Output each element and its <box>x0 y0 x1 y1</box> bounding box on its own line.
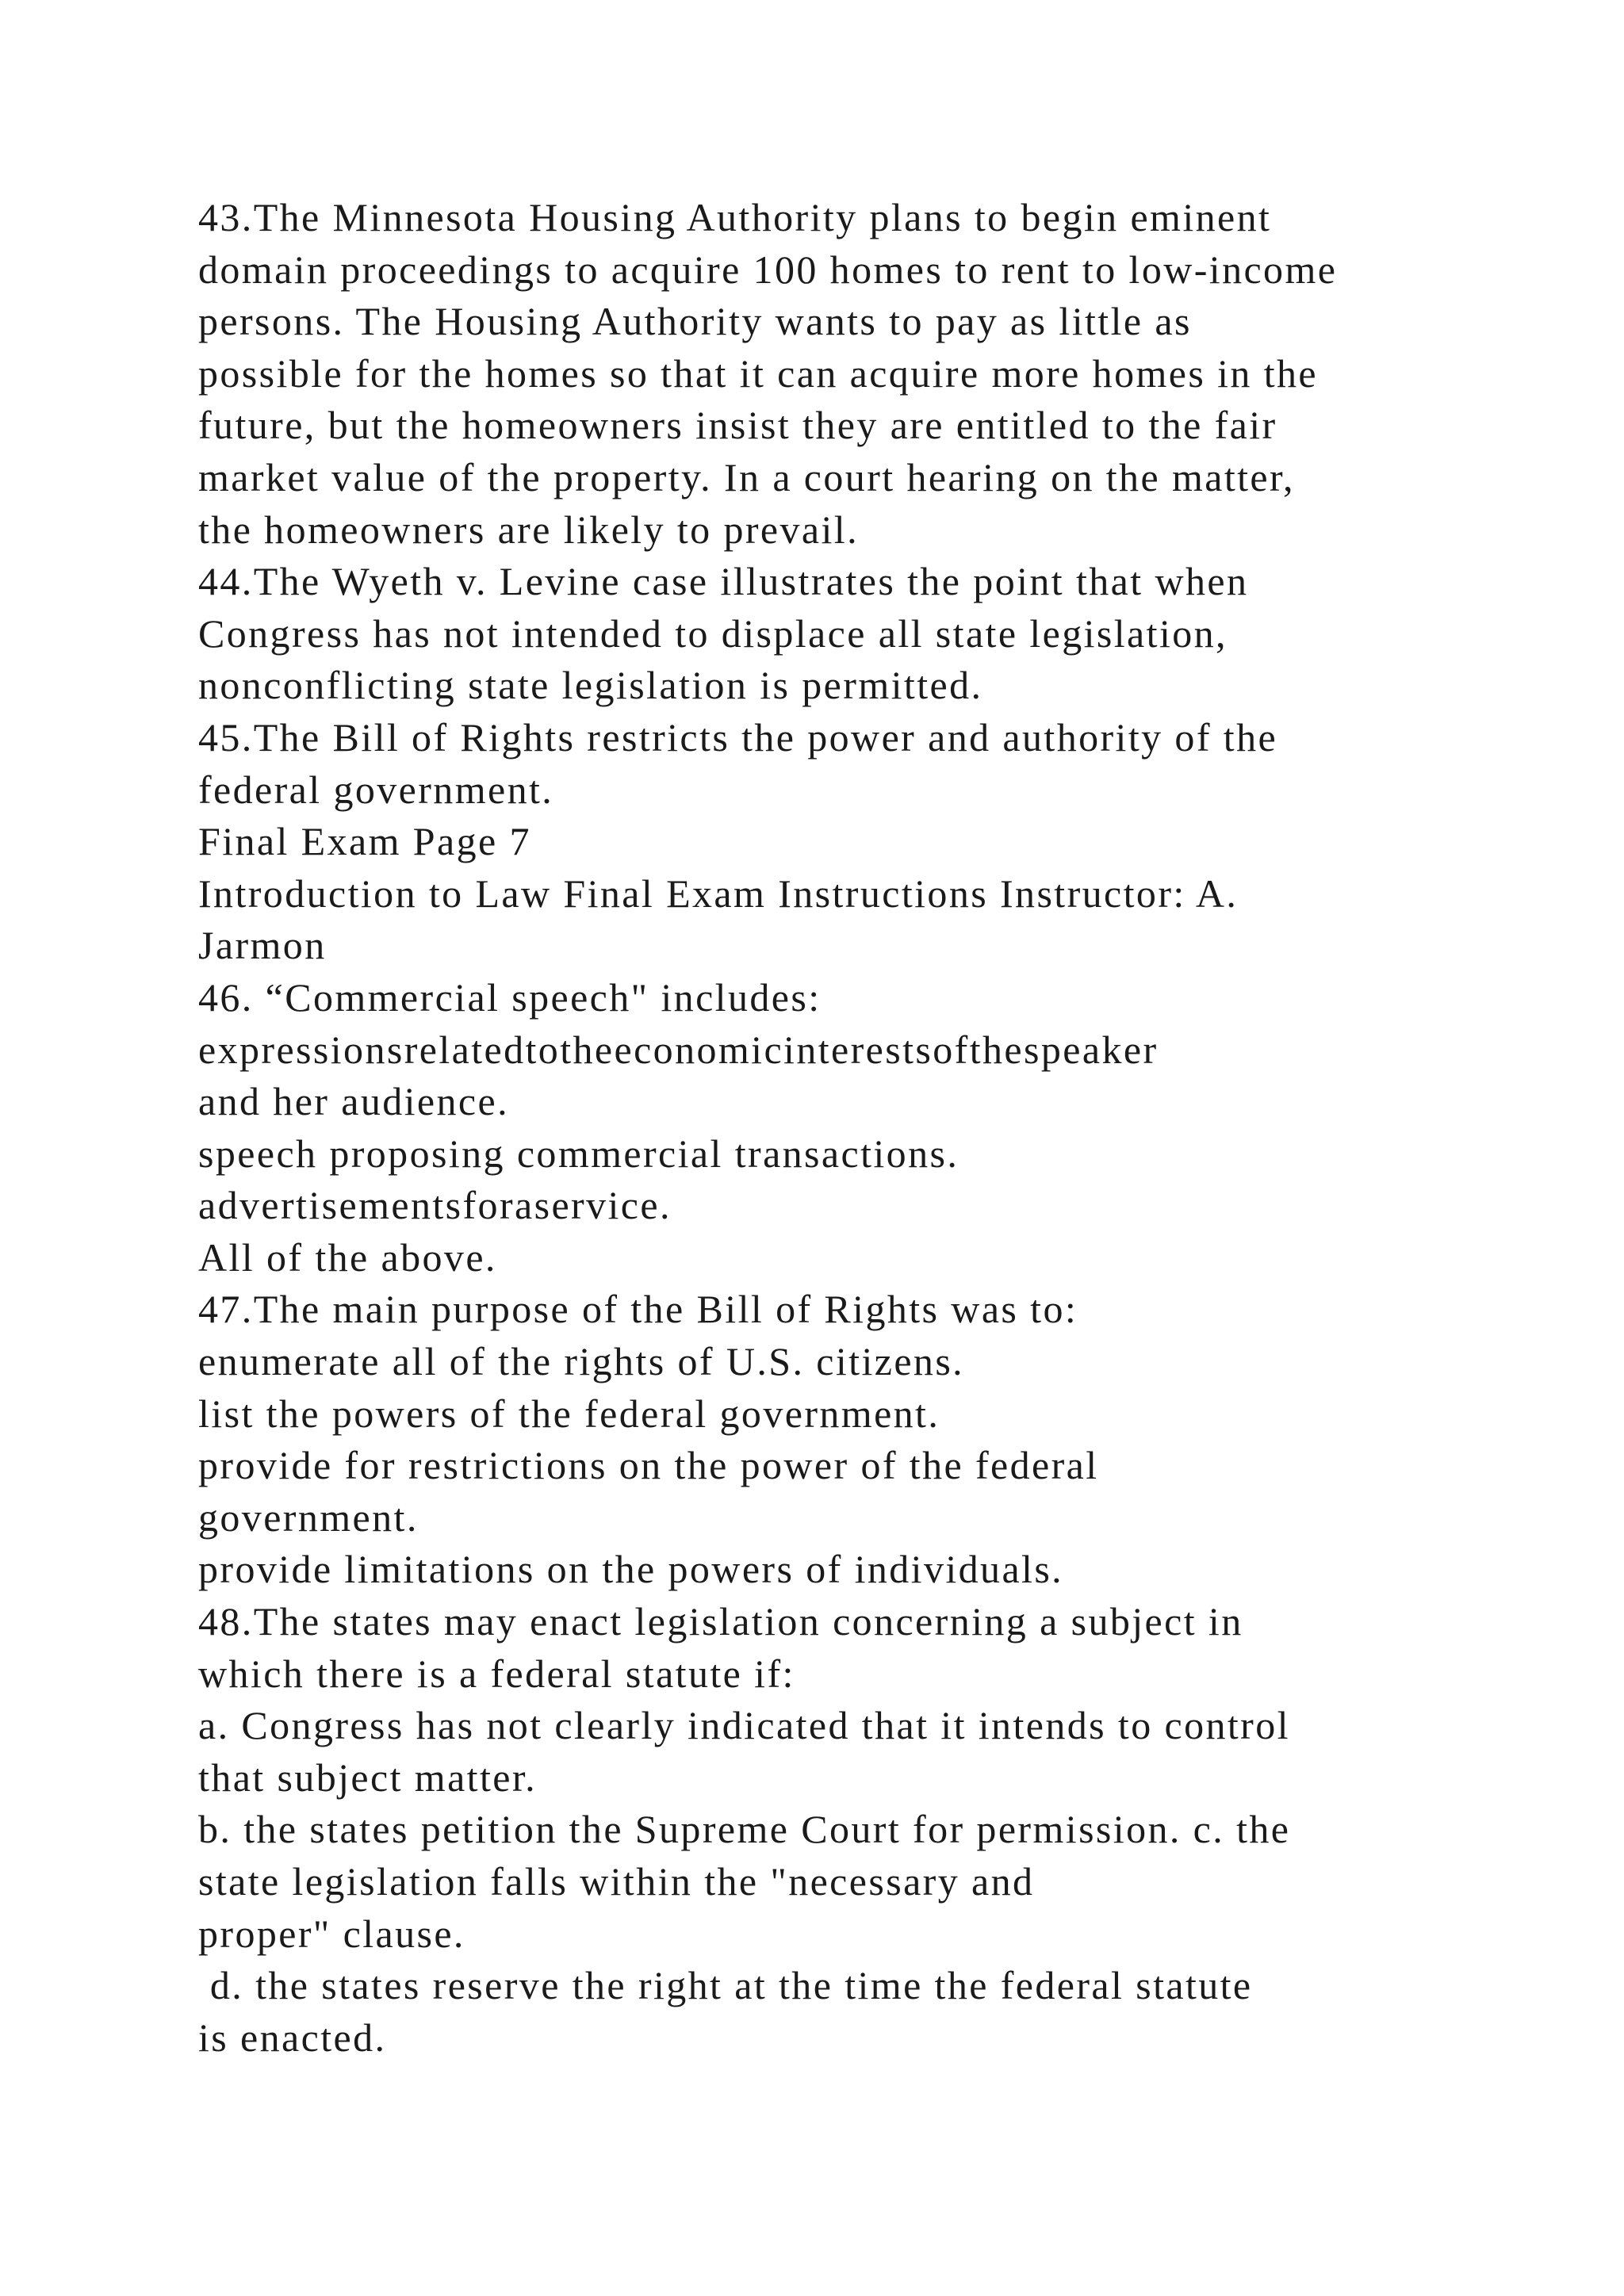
question-47-prompt: 47.The main purpose of the Bill of Rights was to: <box>198 1287 1078 1332</box>
question-48-option-c-line-3: proper" clause. <box>198 1911 465 1956</box>
question-47-option-2: list the powers of the federal government. <box>198 1391 940 1436</box>
question-47-option-4: provide limitations on the powers of individuals. <box>198 1547 1064 1592</box>
question-46-option-4: All of the above. <box>198 1234 497 1280</box>
question-43-line-6: market value of the property. In a court hearing on the matter, <box>198 454 1295 499</box>
question-46-option-1-line-1: expressionsrelatedtotheeconomicinterestsofthespeaker <box>198 1027 1159 1072</box>
question-48-option-d-line-2: is enacted. <box>198 2015 387 2060</box>
question-43-line-2: domain proceedings to acquire 100 homes to rent to low-income <box>198 247 1338 292</box>
page-footer: Final Exam Page 7 <box>198 819 531 864</box>
question-44-line-3: nonconflicting state legislation is permitted. <box>198 663 983 708</box>
question-47-option-3-line-2: government. <box>198 1494 419 1540</box>
question-45-line-1: 45.The Bill of Rights restricts the power and authority of the <box>198 714 1278 760</box>
question-47-option-3-line-1: provide for restrictions on the power of the federal <box>198 1443 1099 1488</box>
page-header-line-2: Jarmon <box>198 923 327 968</box>
question-48-option-b-c-line-1: b. the states petition the Supreme Court for permission. c. the <box>198 1807 1291 1852</box>
question-48-option-d-line-1: d. the states reserve the right at the time the federal statute <box>198 1963 1253 2008</box>
question-48-option-a-line-2: that subject matter. <box>198 1755 538 1800</box>
question-43-line-1: 43.The Minnesota Housing Authority plans to begin eminent <box>198 195 1272 239</box>
question-48-option-c-line-2: state legislation falls within the "necessary and <box>198 1859 1035 1904</box>
question-46-prompt: 46. “Commercial speech" includes: <box>198 974 822 1020</box>
question-48-prompt-line-2: which there is a federal statute if: <box>198 1651 795 1696</box>
question-43-line-5: future, but the homeowners insist they are entitled to the fair <box>198 403 1277 448</box>
question-43-line-3: persons. The Housing Authority wants to pay as little as <box>198 299 1192 344</box>
question-46-option-2: speech proposing commercial transactions. <box>198 1131 959 1176</box>
question-43-line-4: possible for the homes so that it can acquire more homes in the <box>198 350 1318 396</box>
question-48-option-a-line-1: a. Congress has not clearly indicated that it intends to control <box>198 1703 1290 1748</box>
page-header-line-1: Introduction to Law Final Exam Instructions Instructor: A. <box>198 871 1239 916</box>
question-43-line-7: the homeowners are likely to prevail. <box>198 507 859 552</box>
question-48-prompt-line-1: 48.The states may enact legislation concerning a subject in <box>198 1599 1243 1644</box>
question-47-option-1: enumerate all of the rights of U.S. citizens. <box>198 1339 965 1384</box>
question-44-line-1: 44.The Wyeth v. Levine case illustrates the point that when <box>198 559 1249 604</box>
question-46-option-3: advertisementsforaservice. <box>198 1183 672 1228</box>
question-46-option-1-line-2: and her audience. <box>198 1079 509 1124</box>
question-45-line-2: federal government. <box>198 767 554 812</box>
question-44-line-2: Congress has not intended to displace all state legislation, <box>198 610 1228 656</box>
document-page <box>198 192 1499 2064</box>
